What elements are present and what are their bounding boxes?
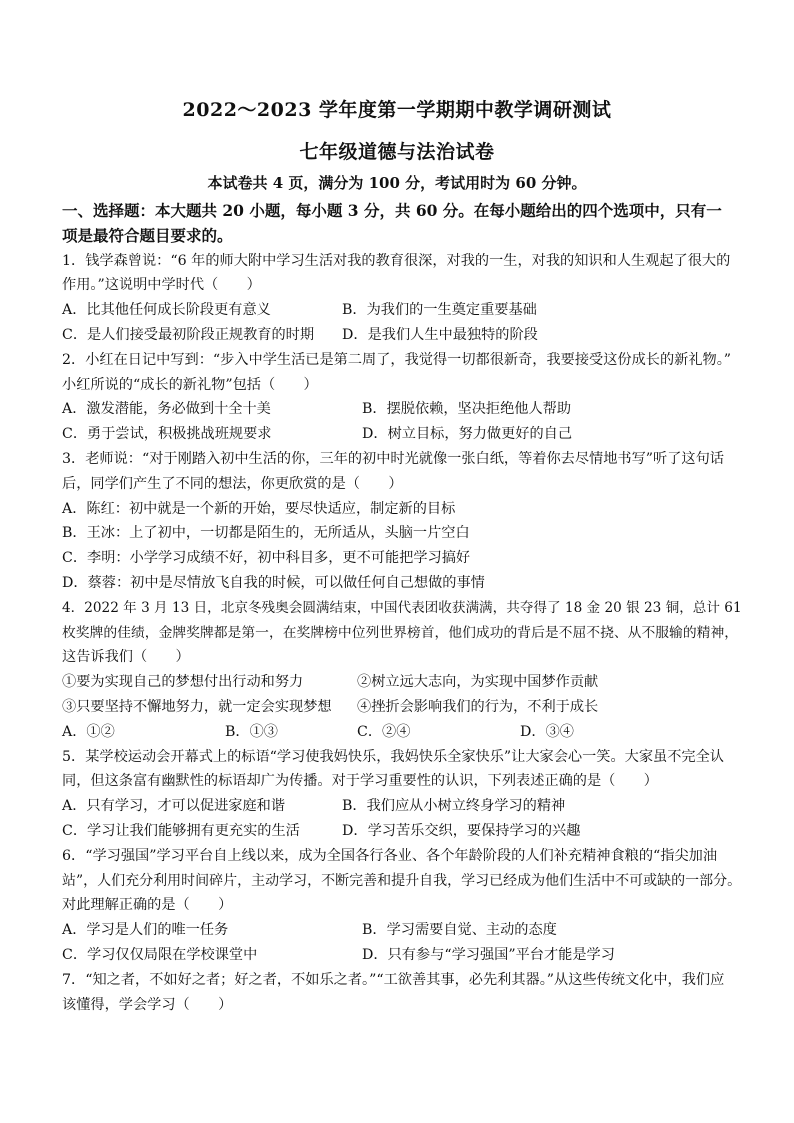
q5-option-b: B．我们应从小树立终身学习的精神 [342,798,566,815]
q4-statement-3: ③只要坚持不懈地努力，就一定会实现梦想 [62,698,332,715]
q3-option-d: D．蔡蓉：初中是尽情放飞自我的时候，可以做任何自己想做的事情 [62,574,485,591]
q6-option-d: D．只有参与“学习强国”平台才能是学习 [362,946,615,963]
question-6 [62,844,742,968]
q3-option-c: C．李明：小学学习成绩不好，初中科目多，更不可能把学习搞好 [62,550,471,567]
q4-statement-4: ④挫折会影响我们的行为，不利于成长 [357,698,599,715]
q1-option-c: C．是人们接受最初阶段正规教育的时期 [62,326,315,343]
q4-option-c: C．②④ [357,723,411,740]
q5-option-a: A．只有学习，才可以促进家庭和谐 [62,798,286,815]
exam-subtitle: 七年级道德与法治试卷 [299,141,495,163]
question-7 [62,968,742,1018]
section-heading-line1: 一、选择题：本大题共 20 小题，每小题 3 分，共 60 分。在每小题给出的四个选项中，只有一 [62,201,722,220]
q2-option-b: B．摆脱依赖，坚决拒绝他人帮助 [362,401,572,418]
q5-stem-line1: 5．某学校运动会开幕式上的标语“学习使我妈快乐，我妈快乐全家快乐”让大家会心一笑。大家虽不完全认 [62,748,724,765]
q5-options-row1 [62,794,742,819]
q4-option-a: A．①② [62,723,115,740]
q7-stem-line1: 7．“知之者，不如好之者；好之者，不如乐之者。”“工欲善其事，必先利其器。”从这些传统文化中，我们应 [62,971,725,988]
q3-stem-line1: 3．老师说：“对于刚踏入初中生活的你，三年的初中时光就像一张白纸，等着你去尽情地书写”听了这句话 [62,450,724,467]
q2-options-row2 [62,422,742,447]
q6-options-row1 [62,918,742,943]
question-1 [62,249,742,348]
q4-options-row [62,720,742,745]
q1-options-row2 [62,323,742,348]
q1-stem-line2: 作用。”这说明中学时代（ ） [62,277,261,294]
q6-stem-line1: 6．“学习强国”学习平台自上线以来，成为全国各行各业、各个年龄阶段的人们补充精神食粮的“指尖加油 [62,847,718,864]
q2-option-a: A．激发潜能，务必做到十全十美 [62,401,271,418]
q4-stem-line2: 枚奖牌的佳绩，金牌奖牌都是第一，在奖牌榜中位列世界榜首，他们成功的背后是不屈不挠、从不服输的精神， [62,624,739,641]
q4-statement-1: ①要为实现自己的梦想付出行动和努力 [62,674,304,691]
q4-option-b: B．①③ [225,723,278,740]
q4-stem-line3: 这告诉我们（ ） [62,649,190,666]
section-heading [62,199,742,249]
question-3 [62,447,742,596]
q6-option-a: A．学习是人们的唯一任务 [62,922,229,939]
q2-stem-line1: 2．小红在日记中写到：“步入中学生活已是第二周了，我觉得一切都很新奇，我要接受这份成长的新礼物。” [62,351,732,368]
q1-option-d: D．是我们人生中最独特的阶段 [342,326,538,343]
q6-option-c: C．学习仅仅局限在学校课堂中 [62,946,258,963]
exam-title: 2022～2023 学年度第一学期期中教学调研测试 [182,99,612,121]
question-5 [62,745,742,844]
q5-options-row2 [62,819,742,844]
q4-stem-line1: 4．2022 年 3 月 13 日，北京冬残奥会圆满结束，中国代表团收获满满，共夺得了 18 金 20 银 23 铜，总计 61 [62,599,742,616]
q7-stem-line2: 该懂得，学会学习（ ） [62,996,233,1013]
q4-statements-row1 [62,670,742,695]
q3-option-b: B．王冰：上了初中，一切都是陌生的，无所适从，头脑一片空白 [62,525,470,542]
q6-stem-line3: 对此理解正确的是（ ） [62,897,233,914]
question-2 [62,348,742,447]
q1-option-b: B．为我们的一生奠定重要基础 [342,302,537,319]
q4-statements-row2 [62,695,742,720]
q3-stem-line2: 后，同学们产生了不同的想法，你更欣赏的是（ ） [62,475,403,492]
q6-option-b: B．学习需要自觉、主动的态度 [362,922,557,939]
section-heading-line2: 项是最符合题目要求的。 [62,225,233,245]
q1-option-a: A．比其他任何成长阶段更有意义 [62,302,271,319]
q4-option-d: D．③④ [520,723,574,740]
question-content [62,199,742,1017]
q3-option-a: A．陈红：初中就是一个新的开始，要尽快适应，制定新的目标 [62,500,456,517]
q5-stem-line2: 同，但这条富有幽默性的标语却广为传播。对于学习重要性的认识，下列表述正确的是（ ） [62,773,658,790]
exam-info: 本试卷共 4 页，满分为 100 分，考试用时为 60 分钟。 [207,174,587,192]
q5-option-c: C．学习让我们能够拥有更充实的生活 [62,822,300,839]
q6-stem-line2: 站”，人们充分利用时间碎片，主动学习，不断完善和提升自我，学习已经成为他们生活中不可或缺的一部分。 [62,872,742,889]
q2-option-d: D．树立目标，努力做更好的自己 [362,426,573,443]
q4-statement-2: ②树立远大志向，为实现中国梦作贡献 [357,674,599,691]
question-4 [62,596,742,745]
q1-options-row1 [62,298,742,323]
q5-option-d: D．学习苦乐交织，要保持学习的兴趣 [342,822,581,839]
q2-option-c: C．勇于尝试，积极挑战班规要求 [62,426,272,443]
q2-stem-line2: 小红所说的“成长的新礼物”包括（ ） [62,376,318,393]
q2-options-row1 [62,397,742,422]
q6-options-row2 [62,943,742,968]
q1-stem-line1: 1．钱学森曾说：“6 年的师大附中学习生活对我的教育很深，对我的一生，对我的知识和人生观起了很大的 [62,252,731,269]
